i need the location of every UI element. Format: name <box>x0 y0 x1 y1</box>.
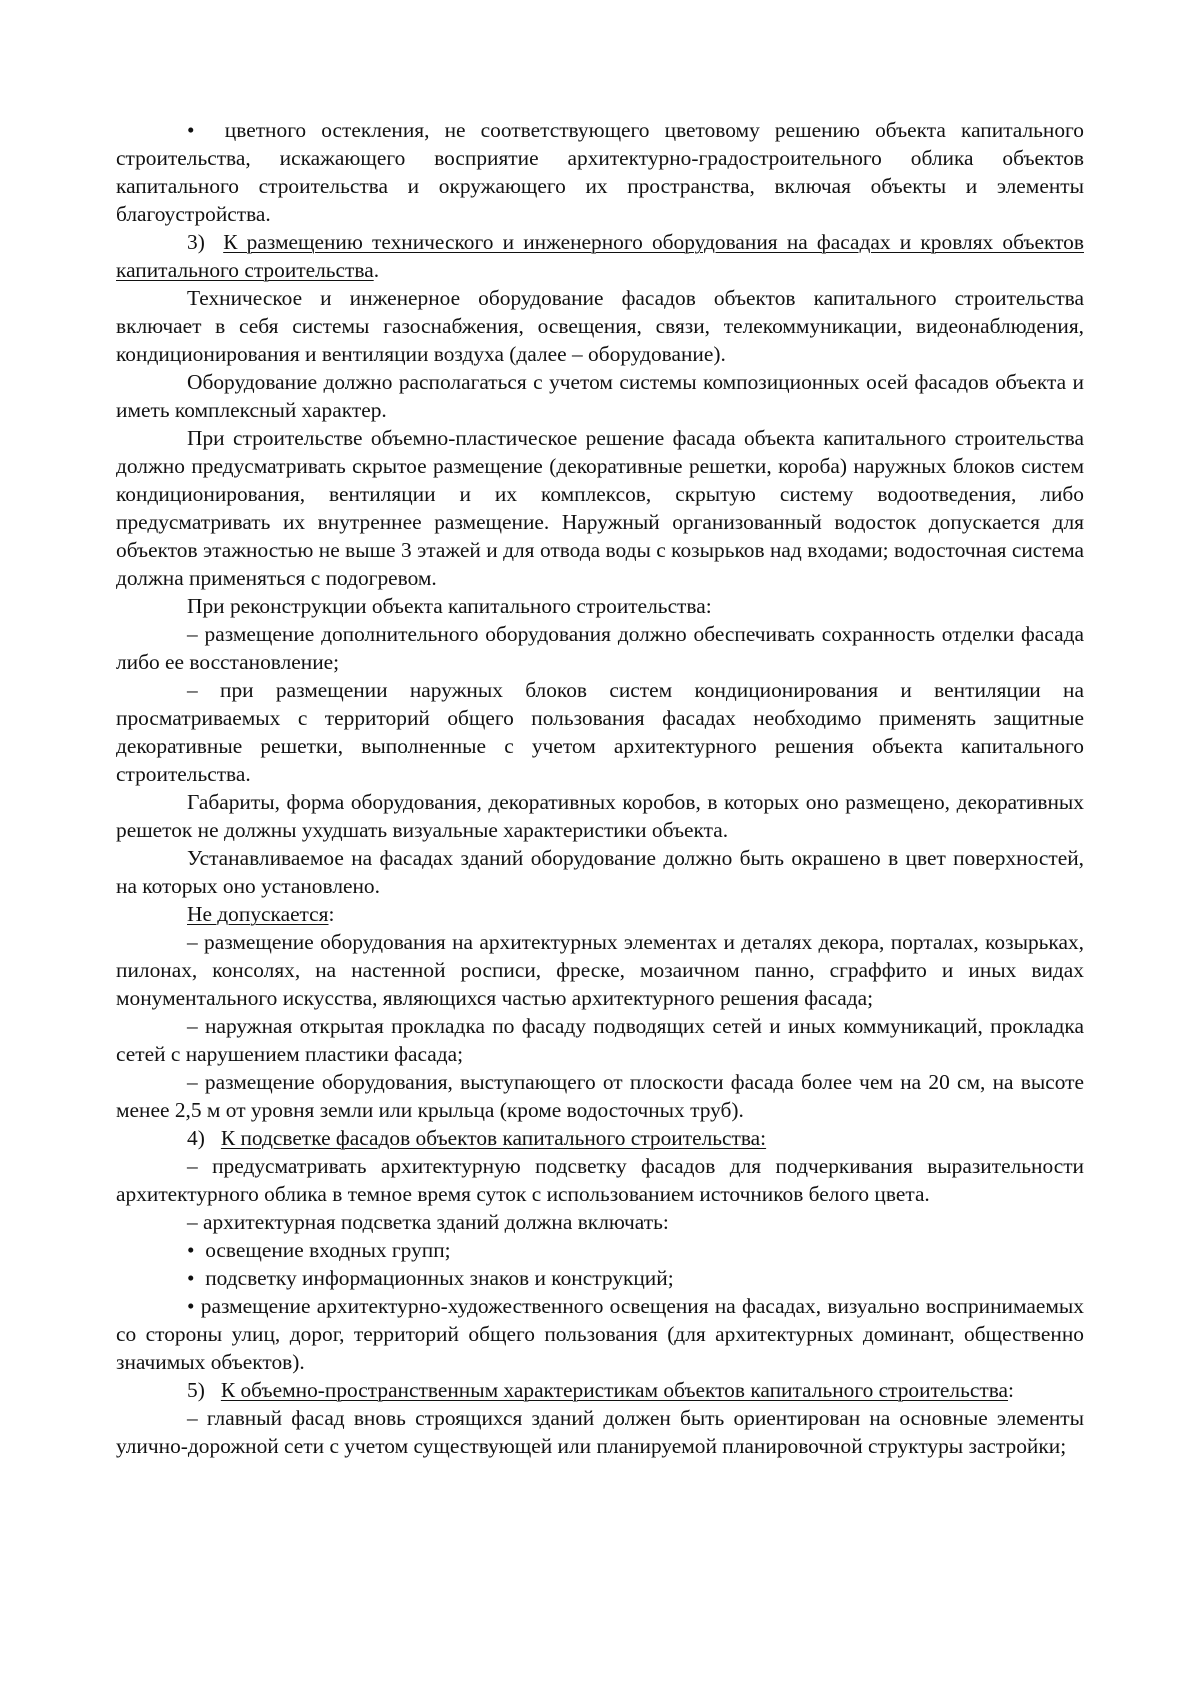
section-heading-5 <box>116 1376 1084 1404</box>
section-title: К объемно-пространственным характеристикам объектов капитального строительства <box>220 1378 1009 1402</box>
paragraph-dimensions: Габариты, форма оборудования, декоративных коробов, в которых оно размещено, декоративных решеток не должны ухудшать визуальные характеристики объекта. <box>116 790 1084 842</box>
section-heading-4 <box>116 1124 1084 1152</box>
subheading-not-allowed <box>116 900 1084 928</box>
subheading-tail: : <box>328 902 335 926</box>
list-item-decor-elements: – размещение оборудования на архитектурных элементах и деталях декора, порталах, козырьках, пилонах, консолях, на настенной росписи, фреске, мозаичном панно, сграффито и иных видах монументального искусства, являющихся частью архитектурного решения фасада; <box>116 930 1084 1010</box>
section-title-tail: : <box>1008 1378 1014 1402</box>
paragraph-reconstruction: При реконструкции объекта капитального строительства: <box>187 594 712 618</box>
section-number: 5) <box>187 1378 205 1402</box>
subheading-text: Не допускается <box>187 902 329 926</box>
list-item-architectural-lighting: – предусматривать архитектурную подсветку фасадов для подчеркивания выразительности архитектурного облика в темное время суток с использованием источников белого цвета. <box>116 1154 1084 1206</box>
section-heading-3 <box>116 228 1084 284</box>
bullet-icon: • <box>187 118 195 142</box>
paragraph-equipment-definition: Техническое и инженерное оборудование фасадов объектов капитального строительства включает в себя системы газоснабжения, освещения, связи, телекоммуникации, видеонаблюдения, кондиционирования и вентиляции воздуха (далее – оборудование). <box>116 286 1084 366</box>
list-item-additional-equipment: – размещение дополнительного оборудования должно обеспечивать сохранность отделки фасада либо ее восстановление; <box>116 622 1084 674</box>
section-title: К размещению технического и инженерного оборудования на фасадах и кровлях объектов капитального строительства <box>116 230 1084 282</box>
document-page <box>116 116 1084 1460</box>
list-item-main-facade: – главный фасад вновь строящихся зданий должен быть ориентирован на основные элементы улично-дорожной сети с учетом существующей или планируемой планировочной структуры застройки; <box>116 1406 1084 1458</box>
list-item-text: освещение входных групп; <box>205 1238 451 1262</box>
bullet-icon: • <box>187 1266 195 1290</box>
section-title-tail: . <box>373 258 380 282</box>
paragraph-painting: Устанавливаемое на фасадах зданий оборудование должно быть окрашено в цвет поверхностей, на которых оно установлено. <box>116 846 1084 898</box>
section-number: 3) <box>187 230 205 254</box>
list-item-entrance-lighting <box>116 1236 1084 1264</box>
list-item-signs-lighting <box>116 1264 1084 1292</box>
list-item-text: подсветку информационных знаков и конструкций; <box>205 1266 674 1290</box>
list-item-lighting-includes: – архитектурная подсветка зданий должна включать: <box>187 1210 669 1234</box>
bullet-icon: • <box>187 1294 195 1318</box>
bullet-icon: • <box>187 1238 195 1262</box>
paragraph-colored-glazing <box>116 116 1084 228</box>
list-item-outdoor-units: – при размещении наружных блоков систем кондиционирования и вентиляции на просматриваемых с территорий общего пользования фасадах необходимо применять защитные декоративные решетки, выполненные с учетом архитектурного решения объекта капитального строительства. <box>116 678 1084 786</box>
paragraph-equipment-placement: Оборудование должно располагаться с учетом системы композиционных осей фасадов объекта и иметь комплексный характер. <box>116 370 1084 422</box>
list-item-facade-lighting <box>116 1292 1084 1376</box>
section-number: 4) <box>187 1126 205 1150</box>
list-item-text: размещение архитектурно-художественного освещения на фасадах, визуально воспринимаемых со стороны улиц, дорог, территорий общего пользования (для архитектурных доминант, общественно значимых объектов). <box>116 1294 1084 1374</box>
list-item-protruding-equipment: – размещение оборудования, выступающего от плоскости фасада более чем на 20 см, на высоте менее 2,5 м от уровня земли или крыльца (кроме водосточных труб). <box>116 1070 1084 1122</box>
section-title: К подсветке фасадов объектов капитального строительства: <box>220 1126 767 1150</box>
paragraph-text: цветного остекления, не соответствующего цветовому решению объекта капитального строительства, искажающего восприятие архитектурно-градостроительного облика объектов капитального строительства и окружающего их пространства, включая объекты и элементы благоустройства. <box>116 118 1084 226</box>
list-item-open-routing: – наружная открытая прокладка по фасаду подводящих сетей и иных коммуникаций, прокладка сетей с нарушением пластики фасада; <box>116 1014 1084 1066</box>
paragraph-construction: При строительстве объемно-пластическое решение фасада объекта капитального строительства должно предусматривать скрытое размещение (декоративные решетки, короба) наружных блоков систем кондиционирования, вентиляции и их комплексов, скрытую систему водоотведения, либо предусматривать их внутреннее размещение. Наружный организованный водосток допускается для объектов этажностью не выше 3 этажей и для отвода воды с козырьков над входами; водосточная система должна применяться с подогревом. <box>116 426 1084 590</box>
